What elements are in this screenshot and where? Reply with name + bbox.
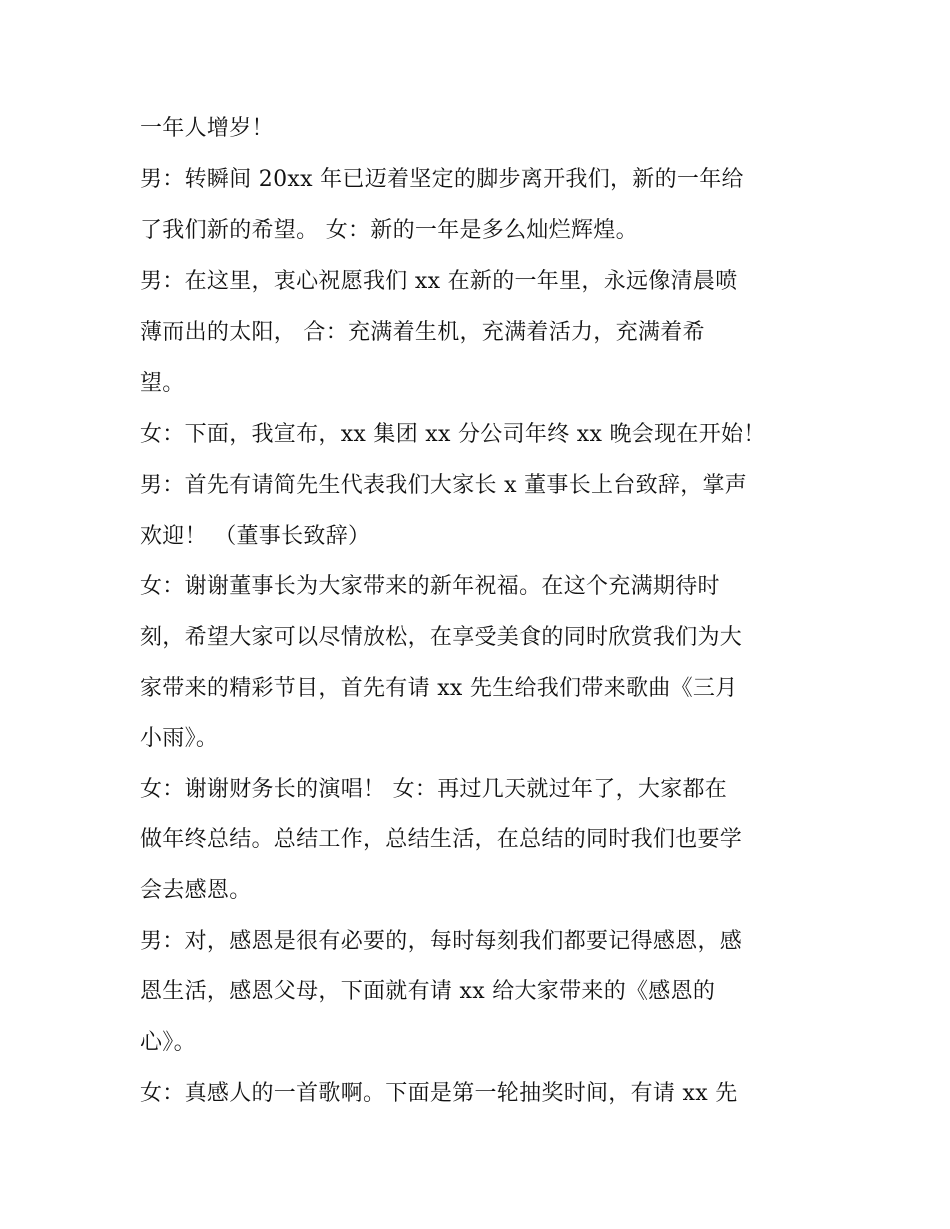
- text-line: 男：转瞬间 20xx 年已迈着坚定的脚步离开我们，新的一年给: [140, 167, 744, 192]
- text-line: 一年人增岁！: [140, 116, 274, 141]
- text-line: 望。: [140, 371, 185, 396]
- text-line: 会去感恩。: [140, 878, 252, 903]
- text-line: 女：谢谢财务长的演唱！ 女：再过几天就过年了，大家都在: [140, 777, 728, 802]
- text-line: 欢迎！ （董事长致辞）: [140, 524, 371, 549]
- text-line: 女：下面，我宣布，xx 集团 xx 分公司年终 xx 晚会现在开始！: [140, 422, 766, 447]
- text-line: 家带来的精彩节目，首先有请 xx 先生给我们带来歌曲《三月: [140, 676, 738, 701]
- text-line: 男：首先有请简先生代表我们大家长 x 董事长上台致辞，掌声: [140, 473, 748, 498]
- text-line: 做年终总结。总结工作，总结生活，在总结的同时我们也要学: [140, 827, 743, 852]
- text-line: 女：谢谢董事长为大家带来的新年祝福。在这个充满期待时: [140, 574, 720, 599]
- text-line: 恩生活，感恩父母，下面就有请 xx 给大家带来的《感恩的: [140, 979, 716, 1004]
- text-line: 男：在这里，衷心祝愿我们 xx 在新的一年里，永远像清晨喷: [140, 269, 738, 294]
- text-line: 女：真感人的一首歌啊。下面是第一轮抽奖时间，有请 xx 先: [140, 1081, 738, 1106]
- text-line: 了我们新的希望。 女：新的一年是多么灿烂辉煌。: [140, 218, 638, 243]
- text-line: 男：对，感恩是很有必要的，每时每刻我们都要记得感恩，感: [140, 929, 743, 954]
- text-line: 心》。: [140, 1030, 196, 1055]
- text-line: 刻，希望大家可以尽情放松，在享受美食的同时欣赏我们为大: [140, 625, 743, 650]
- text-line: 小雨》。: [140, 726, 219, 751]
- text-line: 薄而出的太阳， 合：充满着生机，充满着活力，充满着希: [140, 320, 705, 345]
